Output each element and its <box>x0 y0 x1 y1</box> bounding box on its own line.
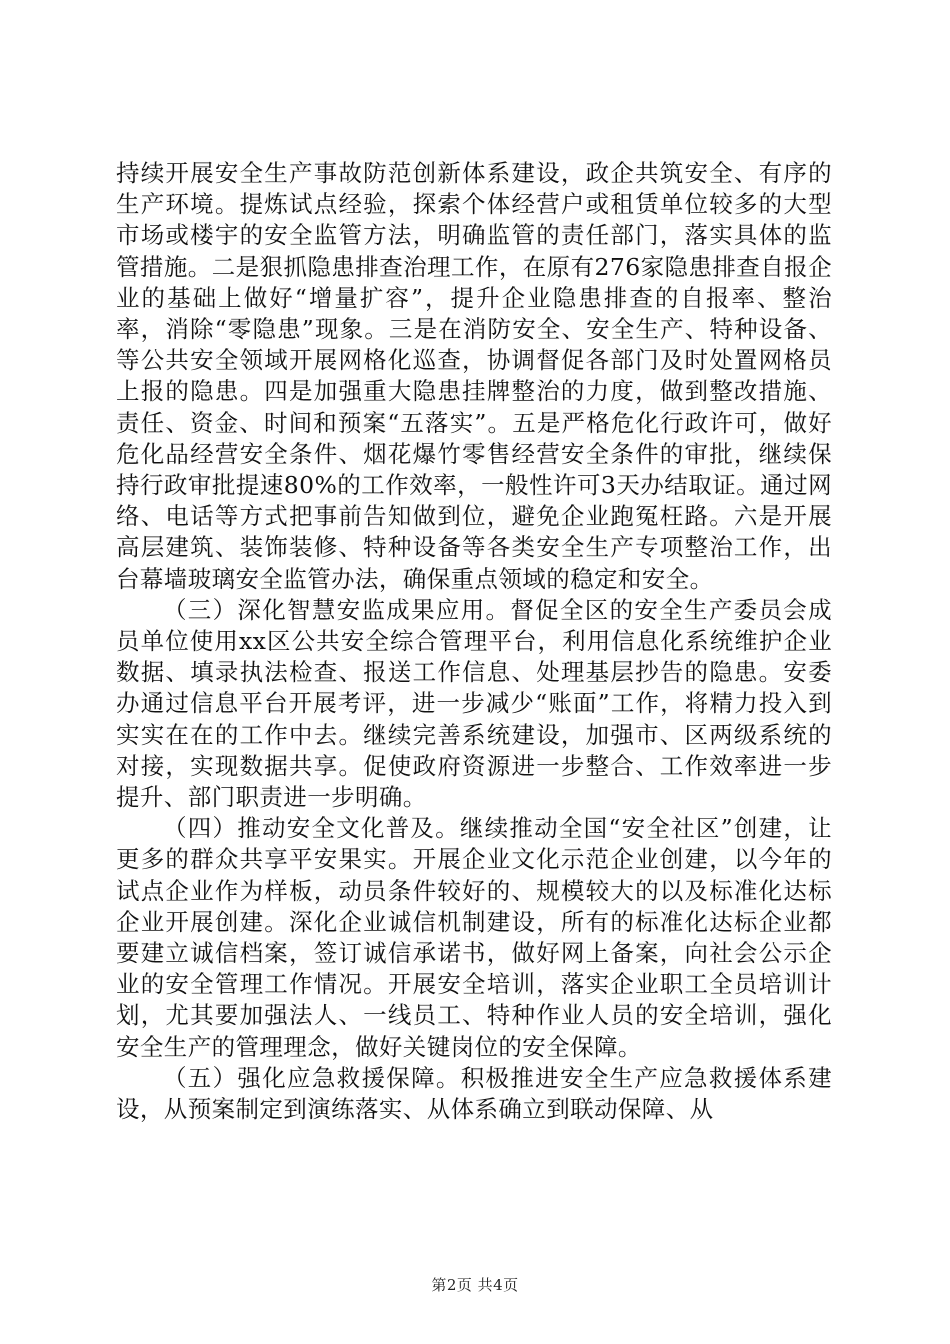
paragraph-section-4: （四）推动安全文化普及。继续推动全国“安全社区”创建，让更多的群众共享平安果实。开展企业文化示范企业创建，以今年的试点企业作为样板，动员条件较好的、规模较大的以及标准化达标企业开展创建。深化企业诚信机制建设，所有的标准化达标企业都要建立诚信档案，签订诚信承诺书，做好网上备案，向社会公示企业的安全管理工作情况。开展安全培训，落实企业职工全员培训计划，尤其要加强法人、一线员工、特种作业人员的安全培训，强化安全生产的管理理念，做好关键岗位的安全保障。 <box>116 814 832 1061</box>
paragraph-continuation: 持续开展安全生产事故防范创新体系建设，政企共筑安全、有序的生产环境。提炼试点经验，探索个体经营户或租赁单位较多的大型市场或楼宇的安全监管方法，明确监管的责任部门，落实具体的监管措施。二是狠抓隐患排查治理工作，在原有276家隐患排查自报企业的基础上做好“增量扩容”，提升企业隐患排查的自报率、整治率，消除“零隐患”现象。三是在消防安全、安全生产、特种设备、等公共安全领域开展网格化巡查，协调督促各部门及时处置网格员上报的隐患。四是加强重大隐患挂牌整治的力度，做到整改措施、责任、资金、时间和预案“五落实”。五是严格危化行政许可，做好危化品经营安全条件、烟花爆竹零售经营安全条件的审批，继续保持行政审批提速80%的工作效率，一般性许可3天办结取证。通过网络、电话等方式把事前告知做到位，避免企业跑冤枉路。六是开展高层建筑、装饰装修、特种设备等各类安全生产专项整治工作，出台幕墙玻璃安全监管办法，确保重点领域的稳定和安全。 <box>116 159 832 593</box>
paragraph-section-5: （五）强化应急救援保障。积极推进安全生产应急救援体系建设，从预案制定到演练落实、从体系确立到联动保障、从 <box>116 1063 832 1124</box>
page-number-footer: 第2页 共4页 <box>431 1276 519 1294</box>
document-body <box>116 158 832 1125</box>
paragraph-section-3: （三）深化智慧安监成果应用。督促全区的安全生产委员会成员单位使用xx区公共安全综合管理平台，利用信息化系统维护企业数据、填录执法检查、报送工作信息、处理基层抄告的隐患。安委办通过信息平台开展考评，进一步减少“账面”工作，将精力投入到实实在在的工作中去。继续完善系统建设，加强市、区两级系统的对接，实现数据共享。促使政府资源进一步整合、工作效率进一步提升、部门职责进一步明确。 <box>116 595 832 812</box>
